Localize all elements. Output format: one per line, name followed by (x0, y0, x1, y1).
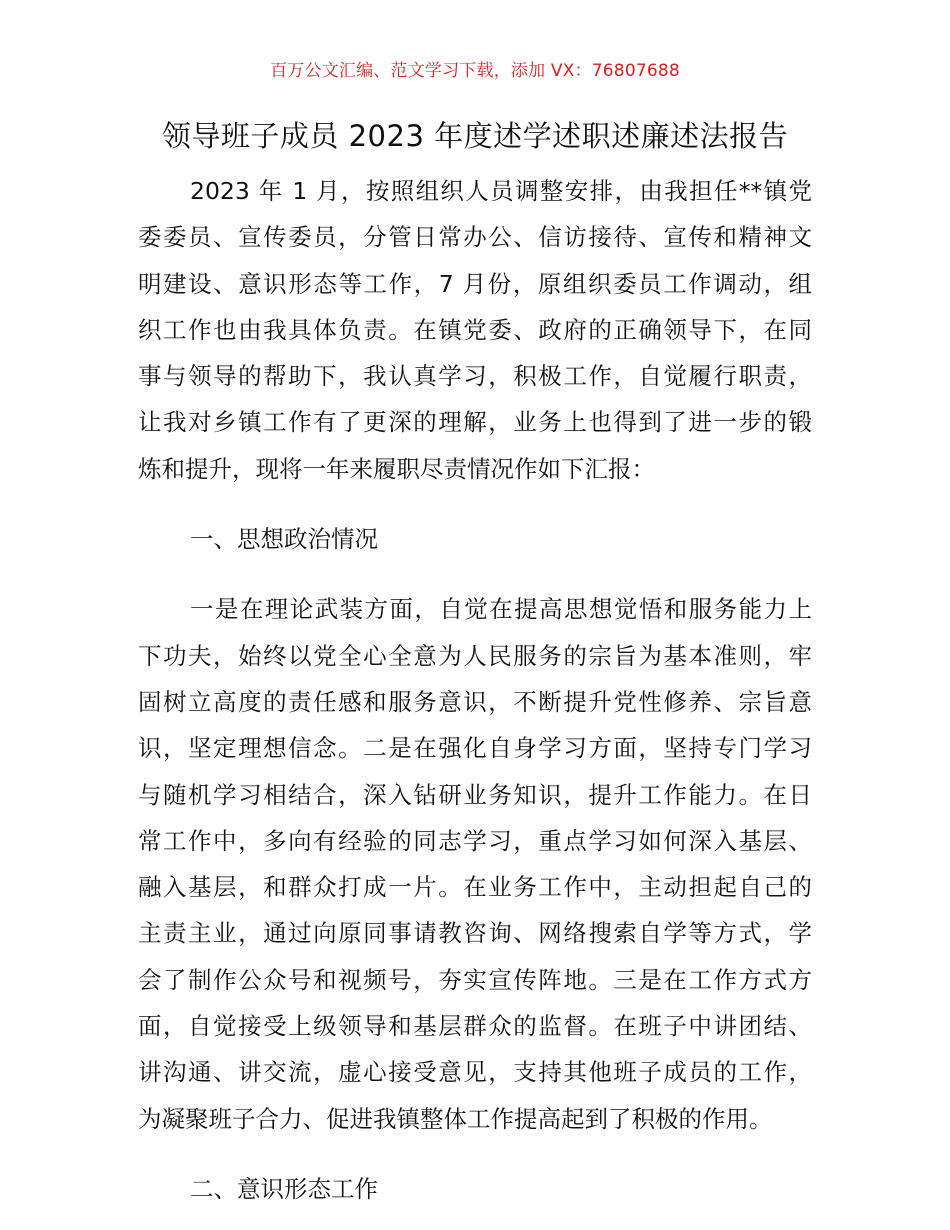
text-line: 让我对乡镇工作有了更深的理解，业务上也得到了进一步的锻 (138, 408, 812, 437)
watermark-header-note: 百万公文汇编、范文学习下载，添加 VX：76807688 (270, 61, 680, 81)
text-line: 2023 年 1 月，按照组织人员调整安排，由我担任**镇党 (190, 177, 812, 205)
text-line: 织工作也由我具体负责。在镇党委、政府的正确领导下，在同 (138, 315, 812, 344)
text-line: 委委员、宣传委员，分管日常办公、信访接待、宣传和精神文 (138, 223, 812, 252)
text-line: 为凝聚班子合力、促进我镇整体工作提高起到了积极的作用。 (138, 1104, 773, 1133)
text-line: 讲沟通、讲交流，虚心接受意见，支持其他班子成员的工作， (138, 1058, 812, 1087)
text-line: 与随机学习相结合，深入钻研业务知识，提升工作能力。在日 (138, 780, 812, 809)
text-line: 会了制作公众号和视频号，夯实宣传阵地。三是在工作方式方 (138, 965, 812, 994)
document-body (138, 168, 812, 1212)
paragraph-gap (138, 492, 812, 516)
text-line: 融入基层，和群众打成一片。在业务工作中，主动担起自己的 (138, 873, 812, 902)
text-line: 炼和提升，现将一年来履职尽责情况作如下汇报： (138, 454, 655, 483)
paragraph-gap (138, 562, 812, 586)
text-line: 下功夫，始终以党全心全意为人民服务的宗旨为基本准则，牢 (138, 641, 812, 670)
text-line: 事与领导的帮助下，我认真学习，积极工作，自觉履行职责， (138, 362, 812, 391)
text-line: 识，坚定理想信念。二是在强化自身学习方面，坚持专门学习 (138, 734, 812, 763)
section-heading-2: 二、意识形态工作 (190, 1174, 378, 1203)
text-line: 面，自觉接受上级领导和基层群众的监督。在班子中讲团结、 (138, 1012, 812, 1041)
text-line: 明建设、意识形态等工作，7 月份，原组织委员工作调动，组 (138, 269, 812, 298)
paragraph-gap (138, 1142, 812, 1166)
text-line: 常工作中，多向有经验的同志学习，重点学习如何深入基层、 (138, 826, 812, 855)
paragraph-political (138, 586, 812, 1142)
document-title: 领导班子成员 2023 年度述学述职述廉述法报告 (161, 119, 789, 153)
text-line: 一是在理论武装方面，自觉在提高思想觉悟和服务能力上 (190, 595, 812, 624)
text-line: 固树立高度的责任感和服务意识，不断提升党性修养、宗旨意 (138, 687, 812, 716)
text-line: 主责主业，通过向原同事请教咨询、网络搜索自学等方式，学 (138, 919, 812, 948)
paragraph-intro (138, 168, 812, 492)
section-heading-1: 一、思想政治情况 (190, 525, 378, 554)
